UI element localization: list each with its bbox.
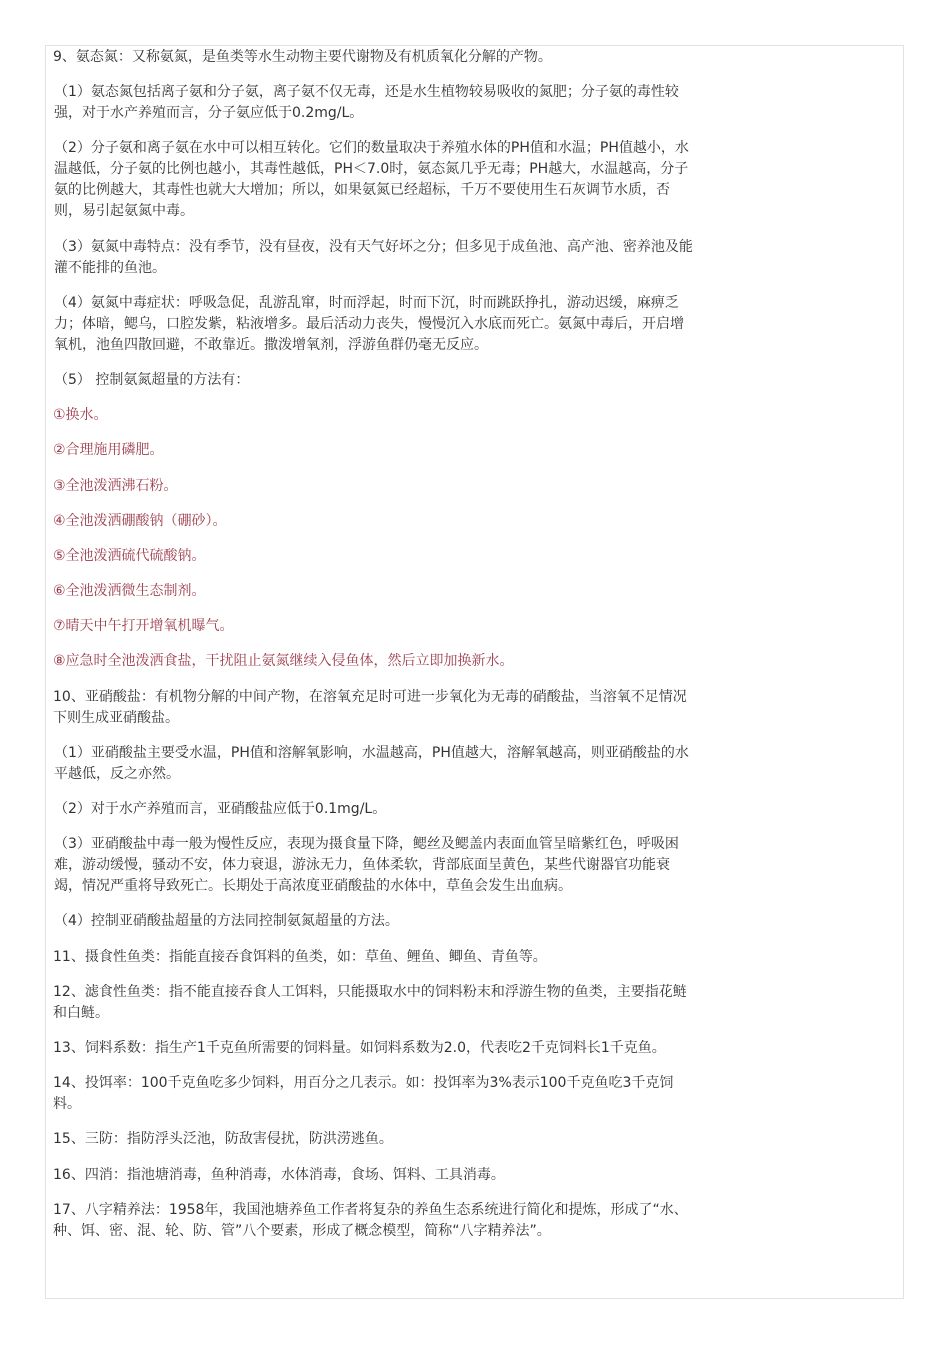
- method-item: ③全池泼洒沸石粉。: [53, 477, 178, 494]
- paragraph-9-2: （2）分子氨和离子氨在水中可以相互转化。它们的数量取决于养殖水体的PH值和水温；PH值越小，水温越低，分子氨的比例也越小，其毒性越低，PH＜7.0时，氨态氮几乎无毒；PH越大，水温越高，分子氨的比例越大，其毒性也就大大增加；所以，如果氨氮已经超标，千万不要使用生石灰调节水质，否则，易引起氨氮中毒。: [54, 140, 689, 220]
- paragraph-16: 16、四消：指池塘消毒，鱼种消毒，水体消毒，食场、饵料、工具消毒。: [53, 1166, 505, 1183]
- paragraph-9-4: （4）氨氮中毒症状：呼吸急促，乱游乱窜，时而浮起，时而下沉，时而跳跃挣扎，游动迟缓，麻痹乏力；体暗，鳃乌，口腔发紫，粘液增多。最后活动力丧失，慢慢沉入水底而死亡。氨氮中毒后，开启增氧机，池鱼四散回避，不敢靠近。撒泼增氧剂，浮游鱼群仍毫无反应。: [54, 294, 684, 353]
- paragraph-17: 17、八字精养法：1958年，我国池塘养鱼工作者将复杂的养鱼生态系统进行简化和提炼，形成了“水、种、饵、密、混、轮、防、管”八个要素，形成了概念模型，简称“八字精养法”。: [53, 1201, 688, 1239]
- document-body: [53, 47, 693, 1256]
- paragraph-15: 15、三防：指防浮头泛池，防敌害侵扰，防洪涝逃鱼。: [53, 1131, 393, 1148]
- paragraph-10-4: （4）控制亚硝酸盐超量的方法同控制氨氮超量的方法。: [54, 913, 399, 930]
- method-item: ①换水。: [53, 407, 108, 424]
- method-item: ⑦晴天中午打开增氧机曝气。: [53, 618, 234, 635]
- paragraph-12: 12、滤食性鱼类：指不能直接吞食人工饵料，只能摄取水中的饲料粉末和浮游生物的鱼类，主要指花鲢和白鲢。: [53, 983, 687, 1021]
- paragraph-10-1: （1）亚硝酸盐主要受水温，PH值和溶解氧影响，水温越高，PH值越大，溶解氧越高，则亚硝酸盐的水平越低，反之亦然。: [54, 744, 689, 782]
- method-item: ②合理施用磷肥。: [53, 442, 164, 459]
- paragraph-10-3: （3）亚硝酸盐中毒一般为慢性反应，表现为摄食量下降，鳃丝及鳃盖内表面血管呈暗紫红色，呼吸困难，游动缓慢，骚动不安，体力衰退，游泳无力，鱼体柔软，背部底面呈黄色，某些代谢器官功能衰竭，情况严重将导致死亡。长期处于高浓度亚硝酸盐的水体中，草鱼会发生出血病。: [54, 836, 679, 895]
- paragraph-9-5: （5） 控制氨氮超量的方法有：: [54, 371, 250, 388]
- method-item: ⑥全池泼洒微生态制剂。: [53, 583, 206, 600]
- paragraph-14: 14、投饵率：100千克鱼吃多少饲料，用百分之几表示。如：投饵率为3%表示100千克鱼吃3千克饲料。: [53, 1075, 674, 1113]
- method-item: ④全池泼洒硼酸钠（硼砂）。: [53, 512, 227, 529]
- paragraph-10: 10、亚硝酸盐：有机物分解的中间产物，在溶氧充足时可进一步氧化为无毒的硝酸盐，当溶氧不足情况下则生成亚硝酸盐。: [53, 688, 687, 726]
- method-item: ⑤全池泼洒硫代硫酸钠。: [53, 547, 206, 564]
- paragraph-11: 11、摄食性鱼类：指能直接吞食饵料的鱼类，如：草鱼、鲤鱼、鲫鱼、青鱼等。: [53, 948, 547, 965]
- paragraph-13: 13、饲料系数：指生产1千克鱼所需要的饲料量。如饲料系数为2.0，代表吃2千克饲料长1千克鱼。: [53, 1039, 666, 1056]
- paragraph-9-1: （1）氨态氮包括离子氨和分子氨，离子氨不仅无毒，还是水生植物较易吸收的氮肥；分子氨的毒性较强，对于水产养殖而言，分子氨应低于0.2mg/L。: [54, 84, 679, 122]
- paragraph-10-2: （2）对于水产养殖而言，亚硝酸盐应低于0.1mg/L。: [54, 801, 387, 817]
- method-item: ⑧应急时全池泼洒食盐，干扰阻止氨氮继续入侵鱼体，然后立即加换新水。: [53, 653, 514, 670]
- paragraph-9-3: （3）氨氮中毒特点：没有季节，没有昼夜，没有天气好坏之分；但多见于成鱼池、高产池、密养池及能灌不能排的鱼池。: [54, 238, 693, 276]
- paragraph-9: 9、氨态氮：又称氨氮，是鱼类等水生动物主要代谢物及有机质氧化分解的产物。: [53, 49, 552, 65]
